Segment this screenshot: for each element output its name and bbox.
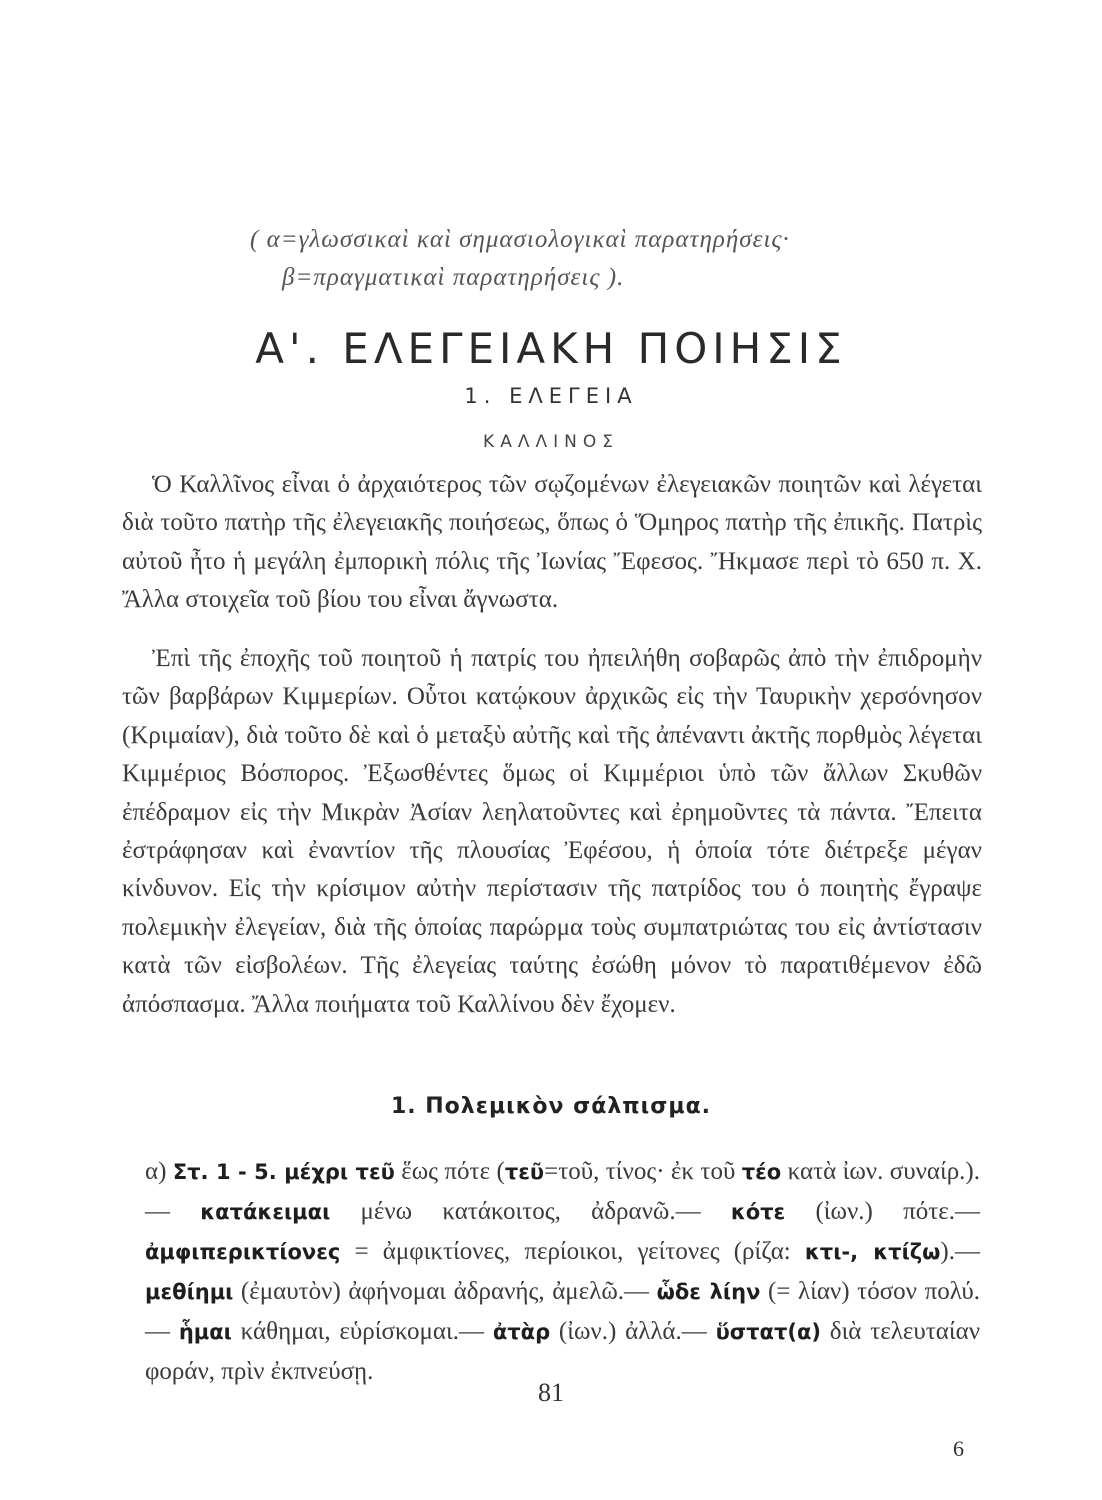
note-segment: ).— bbox=[940, 1238, 980, 1265]
note-segment: (ἰων.) ἀλλά.— bbox=[550, 1318, 716, 1345]
note-segment: κάθημαι, εὑρίσκομαι.— bbox=[231, 1318, 493, 1345]
note-term: κτι-, κτίζω bbox=[804, 1240, 941, 1264]
note-segment: α) bbox=[145, 1158, 173, 1185]
note-segment: =τοῦ, τίνος· ἐκ τοῦ bbox=[544, 1158, 742, 1185]
section-title: 1. ΕΛΕΓΕΙΑ bbox=[464, 384, 638, 408]
note-segment: μένω κατάκοιτος, ἀδρανῶ.— bbox=[330, 1198, 731, 1225]
note-term: ἀτὰρ bbox=[492, 1320, 551, 1344]
note-term: μεθίημι bbox=[145, 1280, 234, 1304]
note-term: τεῦ bbox=[504, 1160, 545, 1184]
author-heading: ΚΑΛΛΙΝΟΣ bbox=[483, 432, 619, 452]
paragraph-history: Ἐπὶ τῆς ἐποχῆς τοῦ ποιητοῦ ἡ πατρίς του ἠπειλήθη σοβαρῶς ἀπὸ τὴν ἐπιδρομὴν τῶν βαρβάρων Κιμμερίων. Οὗτοι κατῴκουν ἀρχικῶς εἰς τὴν Ταυρικὴν χερσόνησον (Κριμαίαν), διὰ τοῦτο δὲ καὶ ὁ μεταξὺ αὐτῆς καὶ τῆς ἀπέναντι ἀκτῆς πορθμὸς λέγεται Κιμμέριος Βόσπορος. Ἐξωσθέντες ὅμως οἱ Κιμμέριοι ὑπὸ τῶν ἄλλων Σκυθῶν ἐπέδραμον εἰς τὴν Μικρὰν Ἀσίαν λεηλατοῦντες καὶ ἐρημοῦντες τὰ πάντα. Ἔπειτα ἐστράφησαν καὶ ἐναντίον τῆς πλουσίας Ἐφέσου, ἡ ὁποία τότε διέτρεξε μέγαν κίνδυνον. Εἰς τὴν κρίσιμον αὐτὴν περίστασιν τῆς πατρίδος του ὁ ποιητὴς ἔγραψε πολεμικὴν ἐλεγείαν, διὰ τῆς ὁποίας παρώρμα τοὺς συμπατριώτας του εἰς ἀντίστασιν κατὰ τῶν εἰσβολέων. Τῆς ἐλεγείας ταύτης ἐσώθη μόνον τὸ παρατιθέμενον ἐδῶ ἀπόσπασμα. Ἄλλα ποιήματα τοῦ Καλλίνου δὲν ἔχομεν. bbox=[122, 645, 982, 1018]
note-segment: (ἐμαυτὸν) ἀφήνομαι ἀδρανής, ἀμελῶ.— bbox=[233, 1278, 657, 1305]
note-term: ὕστατ(α) bbox=[715, 1320, 821, 1344]
note-term: κότε bbox=[730, 1200, 786, 1224]
note-segment: διὰ τελευταίαν φοράν, πρὶν ἐκπνεύσῃ. bbox=[145, 1318, 981, 1385]
page-number: 81 bbox=[538, 1378, 564, 1407]
chapter-title: Α'. ΕΛΕΓΕΙΑΚΗ ΠΟΙΗΣΙΣ bbox=[255, 324, 847, 373]
paragraph-intro: Ὁ Καλλῖνος εἶναι ὁ ἀρχαιότερος τῶν σῳζομένων ἐλεγειακῶν ποιητῶν καὶ λέγεται διὰ τοῦτο πατὴρ τῆς ἐλεγειακῆς ποιήσεως, ὅπως ὁ Ὅμηρος πατὴρ τῆς ἐπικῆς. Πατρὶς αὐτοῦ ἦτο ἡ μεγάλη ἐμπορικὴ πόλις τῆς Ἰωνίας Ἔφεσος. Ἤκμασε περὶ τὸ 650 π. Χ. Ἄλλα στοιχεῖα τοῦ βίου του εἶναι ἄγνωστα. bbox=[122, 471, 982, 614]
note-term: τέο bbox=[741, 1160, 782, 1184]
commentary-notes bbox=[145, 1152, 980, 1391]
note-segment: κατὰ ἰων. συναίρ.).— bbox=[145, 1158, 981, 1225]
note-term: Στ. 1 - 5. μέχρι τεῦ bbox=[172, 1160, 395, 1184]
header-note-line-1: ( α=γλωσσικαὶ καὶ σημασιολογικαὶ παρατηρήσεις· bbox=[250, 226, 790, 253]
note-term: κατάκειμαι bbox=[200, 1200, 331, 1224]
header-note-line-2: β=πραγματικαὶ παρατηρήσεις ). bbox=[282, 264, 625, 291]
note-segment: = ἀμφικτίονες, περίοικοι, γείτονες (ρίζα: bbox=[340, 1238, 805, 1265]
note-term: ἀμφιπερικτίονες bbox=[145, 1240, 341, 1264]
note-term: ἧμαι bbox=[178, 1320, 232, 1344]
note-segment: (= λίαν) τόσον πολύ.— bbox=[145, 1278, 980, 1345]
signature-mark: 6 bbox=[953, 1436, 964, 1461]
note-segment: ἕως πότε ( bbox=[394, 1158, 505, 1185]
poem-title: 1. Πολεμικὸν σάλπισμα. bbox=[390, 1094, 712, 1119]
note-segment: (ἰων.) πότε.— bbox=[785, 1198, 980, 1225]
note-term: ὧδε λίην bbox=[656, 1280, 761, 1304]
